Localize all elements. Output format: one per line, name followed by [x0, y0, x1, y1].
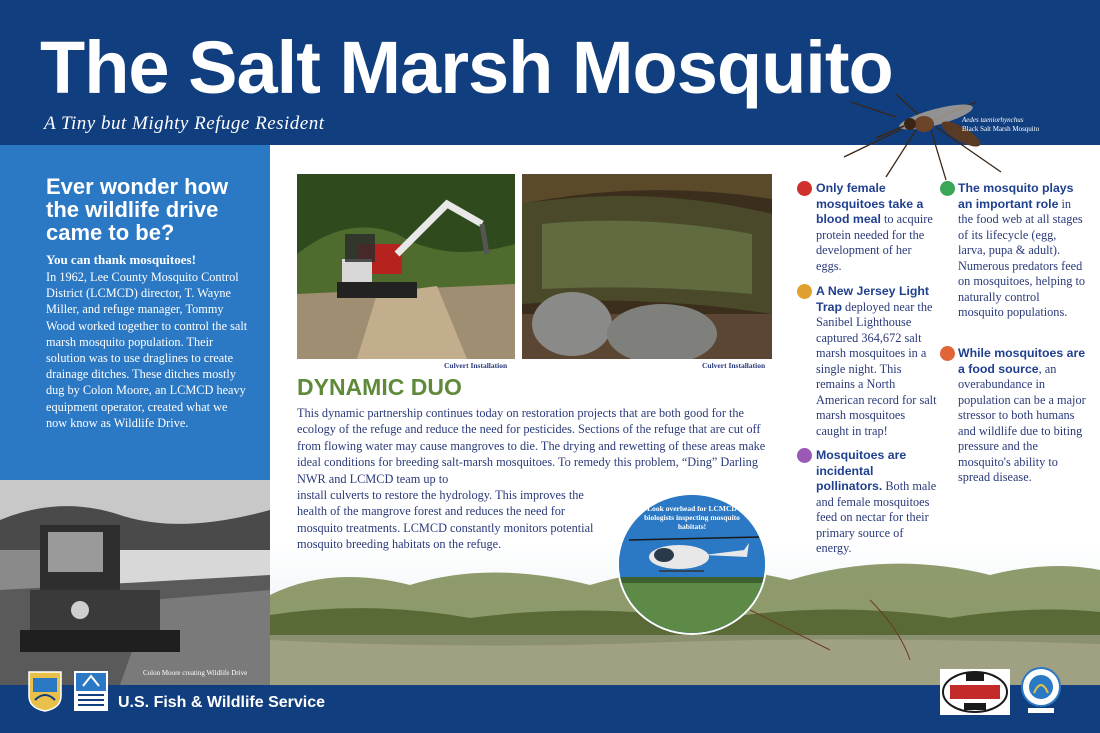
fact-4-bold: The mosquito plays an important role	[958, 181, 1074, 211]
dynamic-duo-body-wide: This dynamic partnership continues today on restoration projects that are both good for the ecology of the refuge and reduce the need for pesticides. Sections of the refuge that are cut off from flowing water may cause mangroves to die. The drying and rewetting of these areas make ideal conditions for breeding salt-marsh mosquitoes. To remedy this problem, “Ding” Darling NWR and LCMCD team up to	[297, 406, 766, 486]
photo-caption-1: Culvert Installation	[444, 361, 508, 370]
lee-mosquito-control-logo	[940, 669, 1010, 715]
culvert-photo	[522, 174, 772, 359]
photo-caption-2: Culvert Installation	[702, 361, 766, 370]
left-body-text: In 1962, Lee County Mosquito Control District (LCMCD) director, T. Wayne Miller, and refuge manager, Tommy Wood worked together to control the salt marsh mosquito population. Their solution was to use draglines to create drainage ditches. These ditches mostly dug by Colon Moore, an LCMCD heavy equipment operator, created what we now know as Wildlife Drive.	[46, 270, 248, 430]
blood-drop-icon	[797, 181, 812, 196]
fact-overabundance	[958, 346, 1086, 486]
fact-1-bold: Only female mosquitoes take a blood meal	[816, 181, 924, 226]
species-label	[962, 116, 1039, 134]
light-bulb-icon	[797, 284, 812, 299]
excavator-photo	[297, 174, 515, 359]
usfws-shield-logo	[27, 670, 63, 712]
recycle-icon	[940, 181, 955, 196]
fact-5-bold: While mosquitoes are a food source	[958, 346, 1086, 376]
fact-4-text: in the food web at all stages of its lifecycle (egg, larva, pupa & adult). Numerous predators feed on mosquitoes, helping to naturally control mosquito populations.	[958, 196, 1086, 319]
dragline-photo	[0, 480, 270, 685]
fact-1-text: to acquire protein needed for the development of her eggs.	[816, 212, 933, 273]
virus-icon	[940, 346, 955, 361]
fact-food-web	[958, 181, 1086, 321]
footer-agency-name: U.S. Fish & Wildlife Service	[118, 694, 326, 711]
page-subtitle: A Tiny but Mighty Refuge Resident	[44, 113, 325, 134]
left-heading: Ever wonder how the wildlife drive came to be?	[46, 174, 229, 245]
left-bold-line: You can thank mosquitoes!	[46, 252, 196, 267]
fact-3-bold: Mosquitoes are incidental pollinators.	[816, 448, 907, 493]
national-wildlife-refuge-logo	[73, 670, 109, 712]
fact-female-mosquitoes	[816, 181, 940, 274]
flower-icon	[797, 448, 812, 463]
helicopter-caption: Look overhead for LCMCD biologists inspecting mosquito habitats!	[644, 504, 740, 531]
ding-darling-society-logo	[1020, 665, 1062, 715]
dragline-photo-caption: Colon Moore creating Wildlife Drive	[143, 669, 248, 677]
species-latin: Aedes taeniorhynchus	[962, 116, 1024, 124]
fact-5-text: , an overabundance in population can be a major stressor to both humans and wildlife due to biting pressure and the mosquito's ability to spread disease.	[958, 361, 1086, 484]
fact-pollinators	[816, 448, 940, 557]
dynamic-duo-heading: DYNAMIC DUO	[297, 374, 462, 400]
page-title: The Salt Marsh Mosquito	[40, 26, 893, 109]
dynamic-duo-body-narrow: install culverts to restore the hydrology. This improves the health of the mangrove forest and reduces the need for mosquito treatments. LCMCD constantly monitors potential mosquito breeding habitats on the refuge.	[297, 488, 594, 552]
fact-2-bold: A New Jersey Light Trap	[816, 284, 929, 314]
fact-light-trap	[816, 284, 940, 439]
fact-3-text: Both male and female mosquitoes feed on nectar for their primary source of energy.	[816, 479, 937, 555]
left-info-panel	[0, 145, 270, 480]
species-common: Black Salt Marsh Mosquito	[962, 125, 1040, 133]
fact-2-text: deployed near the Sanibel Lighthouse captured 364,672 salt marsh mosquitoes in a single night. This remains a North American record for salt marsh mosquitoes caught in trap!	[816, 299, 937, 438]
